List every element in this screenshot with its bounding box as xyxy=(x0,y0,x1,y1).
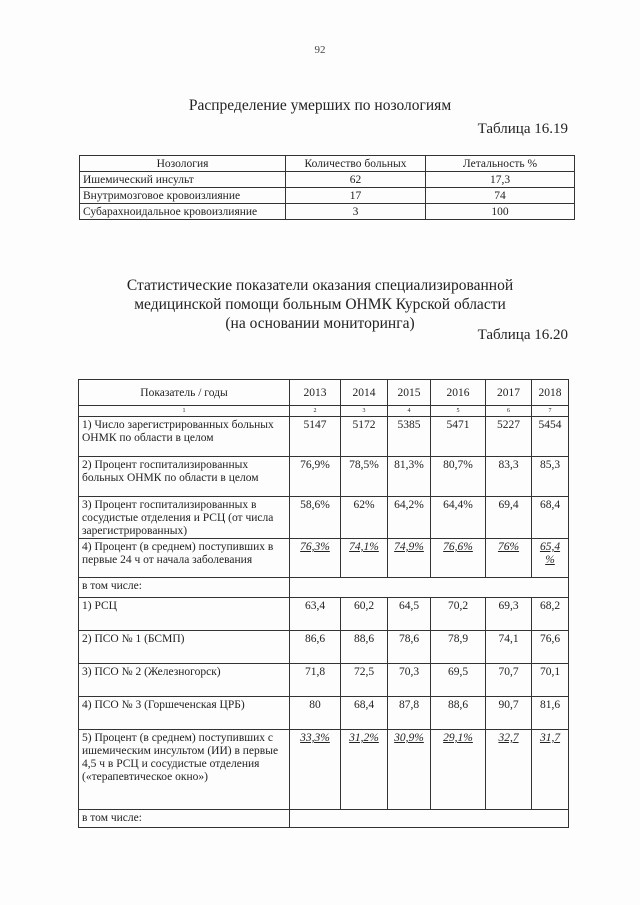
value-cell xyxy=(486,539,532,578)
indicator-cell: 1) Число зарегистрированных больных ОНМК по области в целом xyxy=(79,417,290,457)
indicator-cell: 4) ПСО № 3 (Горшеченская ЦРБ) xyxy=(79,697,290,730)
count-cell: 3 xyxy=(286,204,426,220)
value-cell xyxy=(290,730,341,810)
value-cell: 64,2% xyxy=(388,497,431,539)
table-header-row xyxy=(80,156,575,172)
underlined-value: 32,7 xyxy=(498,732,519,744)
value-cell xyxy=(532,730,569,810)
table-row xyxy=(79,457,569,497)
table-row xyxy=(80,188,575,204)
value-cell: 70,2 xyxy=(431,598,486,631)
value-cell xyxy=(341,539,388,578)
column-index-cell: 1 xyxy=(79,406,290,417)
value-cell: 86,6 xyxy=(290,631,341,664)
year-header: 2017 xyxy=(486,380,532,406)
table1-title: Распределение умерших по нозологиям xyxy=(188,97,452,114)
value-cell: 5227 xyxy=(486,417,532,457)
empty-cell xyxy=(290,810,569,828)
value-cell: 5147 xyxy=(290,417,341,457)
value-cell xyxy=(486,730,532,810)
table-row xyxy=(79,697,569,730)
table-row xyxy=(79,497,569,539)
value-cell: 69,4 xyxy=(486,497,532,539)
table2-label: Таблица 16.20 xyxy=(477,327,568,343)
nosology-cell: Субарахноидальное кровоизлияние xyxy=(80,204,286,220)
table-row xyxy=(79,631,569,664)
statistics-table xyxy=(78,379,569,828)
column-index-cell: 5 xyxy=(431,406,486,417)
value-cell: 88,6 xyxy=(341,631,388,664)
table-row xyxy=(79,664,569,697)
underlined-value: 74,9% xyxy=(394,541,424,553)
indicator-cell: 1) РСЦ xyxy=(79,598,290,631)
value-cell: 74,1 xyxy=(486,631,532,664)
indicator-cell: 2) Процент госпитализированных больных ОНМК по области в целом xyxy=(79,457,290,497)
value-cell xyxy=(388,730,431,810)
column-header: Количество больных xyxy=(286,156,426,172)
indicator-cell: 2) ПСО № 1 (БСМП) xyxy=(79,631,290,664)
table-row xyxy=(79,730,569,810)
value-cell xyxy=(388,539,431,578)
year-header: 2016 xyxy=(431,380,486,406)
year-header: 2015 xyxy=(388,380,431,406)
count-cell: 17 xyxy=(286,188,426,204)
column-index-cell: 3 xyxy=(341,406,388,417)
column-index-cell: 2 xyxy=(290,406,341,417)
value-cell: 90,7 xyxy=(486,697,532,730)
indicator-cell: в том числе: xyxy=(79,578,290,598)
table-row xyxy=(79,810,569,828)
year-header: 2018 xyxy=(532,380,569,406)
table2-title xyxy=(0,276,640,333)
value-cell: 76,6 xyxy=(532,631,569,664)
table2-title-line: медицинской помощи больным ОНМК Курской области xyxy=(134,296,506,313)
column-index-cell: 7 xyxy=(532,406,569,417)
underlined-value: 29,1% xyxy=(443,732,473,744)
indicator-cell: 5) Процент (в среднем) поступивших с ишемическим инсультом (ИИ) в первые 4,5 ч в РСЦ и сосудистые отделения («терапевтическое окно») xyxy=(79,730,290,810)
nosology-cell: Ишемический инсульт xyxy=(80,172,286,188)
value-cell: 78,5% xyxy=(341,457,388,497)
underlined-value: 65,4 % xyxy=(539,541,561,566)
underlined-value: 31,2% xyxy=(349,732,379,744)
value-cell: 81,3% xyxy=(388,457,431,497)
value-cell: 88,6 xyxy=(431,697,486,730)
value-cell: 76,9% xyxy=(290,457,341,497)
value-cell: 69,3 xyxy=(486,598,532,631)
value-cell: 70,7 xyxy=(486,664,532,697)
lethality-cell: 100 xyxy=(426,204,575,220)
column-header: Летальность % xyxy=(426,156,575,172)
value-cell xyxy=(290,539,341,578)
value-cell: 87,8 xyxy=(388,697,431,730)
value-cell: 78,9 xyxy=(431,631,486,664)
value-cell: 64,4% xyxy=(431,497,486,539)
column-header: Нозология xyxy=(80,156,286,172)
value-cell xyxy=(341,730,388,810)
value-cell: 85,3 xyxy=(532,457,569,497)
empty-cell xyxy=(290,578,569,598)
table-row xyxy=(80,172,575,188)
page-number: 92 xyxy=(314,44,326,56)
nosology-table xyxy=(79,155,575,220)
indicator-cell: 3) ПСО № 2 (Железногорск) xyxy=(79,664,290,697)
value-cell: 5471 xyxy=(431,417,486,457)
table-row xyxy=(79,539,569,578)
table-row xyxy=(79,578,569,598)
value-cell xyxy=(431,539,486,578)
column-index-cell: 6 xyxy=(486,406,532,417)
indicator-cell: в том числе: xyxy=(79,810,290,828)
value-cell xyxy=(532,539,569,578)
value-cell: 83,3 xyxy=(486,457,532,497)
table2-title-line: (на основании мониторинга) xyxy=(225,315,415,332)
underlined-value: 30,9% xyxy=(394,732,424,744)
value-cell: 80,7% xyxy=(431,457,486,497)
table-row xyxy=(79,417,569,457)
value-cell: 71,8 xyxy=(290,664,341,697)
value-cell: 5385 xyxy=(388,417,431,457)
column-index-row xyxy=(79,406,569,417)
value-cell: 58,6% xyxy=(290,497,341,539)
value-cell: 72,5 xyxy=(341,664,388,697)
value-cell: 68,4 xyxy=(341,697,388,730)
lethality-cell: 74 xyxy=(426,188,575,204)
table1-label: Таблица 16.19 xyxy=(477,121,568,137)
year-header: 2013 xyxy=(290,380,341,406)
value-cell: 63,4 xyxy=(290,598,341,631)
indicator-cell: 3) Процент госпитализированных в сосудистые отделения и РСЦ (от числа зарегистрированных) xyxy=(79,497,290,539)
value-cell: 68,2 xyxy=(532,598,569,631)
value-cell: 70,1 xyxy=(532,664,569,697)
value-cell: 5454 xyxy=(532,417,569,457)
indicator-header: Показатель / годы xyxy=(79,380,290,406)
value-cell: 68,4 xyxy=(532,497,569,539)
underlined-value: 76,3% xyxy=(300,541,330,553)
lethality-cell: 17,3 xyxy=(426,172,575,188)
underlined-value: 33,3% xyxy=(300,732,330,744)
table2-title-line: Статистические показатели оказания специализированной xyxy=(126,277,514,294)
value-cell: 60,2 xyxy=(341,598,388,631)
column-index-cell: 4 xyxy=(388,406,431,417)
table-header-row xyxy=(79,380,569,406)
year-header: 2014 xyxy=(341,380,388,406)
value-cell: 64,5 xyxy=(388,598,431,631)
value-cell: 81,6 xyxy=(532,697,569,730)
value-cell: 80 xyxy=(290,697,341,730)
indicator-cell: 4) Процент (в среднем) поступивших в первые 24 ч от начала заболевания xyxy=(79,539,290,578)
underlined-value: 76,6% xyxy=(443,541,473,553)
value-cell: 5172 xyxy=(341,417,388,457)
underlined-value: 31,7 xyxy=(539,732,561,744)
value-cell xyxy=(431,730,486,810)
underlined-value: 74,1% xyxy=(349,541,379,553)
value-cell: 70,3 xyxy=(388,664,431,697)
count-cell: 62 xyxy=(286,172,426,188)
value-cell: 69,5 xyxy=(431,664,486,697)
table-row xyxy=(80,204,575,220)
table-row xyxy=(79,598,569,631)
underlined-value: 76% xyxy=(497,541,520,553)
value-cell: 78,6 xyxy=(388,631,431,664)
value-cell: 62% xyxy=(341,497,388,539)
nosology-cell: Внутримозговое кровоизлияние xyxy=(80,188,286,204)
